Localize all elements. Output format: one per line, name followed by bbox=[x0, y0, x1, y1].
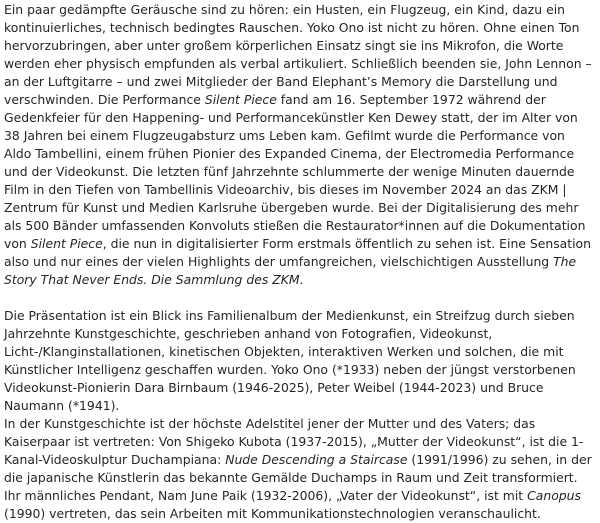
work-title: Silent Piece bbox=[30, 236, 103, 251]
text-run: . bbox=[299, 272, 304, 287]
exhibition-title: The Story That Never Ends. Die Sammlung des ZKM bbox=[4, 254, 577, 287]
article-body bbox=[4, 1, 596, 523]
paragraph-intro bbox=[4, 1, 596, 289]
text-run: In der Kunstgeschichte ist der höchste Adelstitel jener der Mutter und des Vaters; das Kaiserpaar ist vertreten: Von Shigeko Kubota (1937-2015), „Mutter der Videokunst“, ist die 1-Kanal-Videoskulptur Duchampiana: bbox=[4, 416, 584, 467]
work-title: Nude Descending a Staircase bbox=[225, 452, 408, 467]
work-title: Silent Piece bbox=[204, 92, 277, 107]
paragraph-presentation bbox=[4, 307, 596, 415]
paragraph-parents bbox=[4, 415, 596, 523]
paragraph-spacer bbox=[4, 289, 596, 307]
work-title: Canopus bbox=[527, 488, 581, 503]
text-run: (1991/1996) zu sehen, in der die japanische Künstlerin das bekannte Gemälde Duchamps in Raum und Zeit transformiert. Ihr männliches Pendant, Nam June Paik (1932-2006), „Vater der Videokunst“, ist mit bbox=[4, 452, 592, 503]
text-run: , die nun in digitalisierter Form erstmals öffentlich zu sehen ist. Eine Sensation also und nur eines der vielen Highlights der umfangreichen, vielschichtigen Ausstellung bbox=[4, 236, 591, 269]
text-run: fand am 16. September 1972 während der Gedenkfeier für den Happening- und Performancekünstler Ken Dewey statt, der im Alter von 38 Jahren bei einem Flugzeugabsturz ums Leben kam. Gefilmt wurde die Performance von Aldo Tambellini, einem frühen Pionier des Expanded Cinema, der Electromedia Performance und der Videokunst. Die letzten fünf Jahrzehnte schlummerte der wenige Minuten dauernde Film in den Tiefen von Tambellinis Videoarchiv, bis dieses im November 2024 an das ZKM | Zentrum für Kunst und Medien Karlsruhe übergeben wurde. Bei der Digitalisierung des mehr als 500 Bänder umfassenden Konvoluts stießen die Restaurator*innen auf die Dokumentation von bbox=[4, 92, 586, 251]
text-run: Ein paar gedämpfte Geräusche sind zu hören: ein Husten, ein Flugzeug, ein Kind, dazu ein kontinuierliches, technisch bedingtes Rauschen. Yoko Ono ist nicht zu hören. Ohne einen Ton hervorzubringen, aber unter großem körperlichen Einsatz singt sie ins Mikrofon, die Worte werden eher physisch empfunden als verbal artikuliert. Schließlich beenden sie, John Lennon – an der Luftgitarre – und zwei Mitglieder der Band Elephant’s Memory die Darstellung und verschwinden. Die Performance bbox=[4, 2, 592, 107]
text-run: (1990) vertreten, das sein Arbeiten mit Kommunikationstechnologien veranschaulicht. bbox=[4, 506, 541, 521]
text-run: Die Präsentation ist ein Blick ins Familienalbum der Medienkunst, ein Streifzug durch sieben Jahrzehnte Kunstgeschichte, geschrieben anhand von Fotografien, Videokunst, Licht-/Klanginstallationen, kinetischen Objekten, interaktiven Werken und solchen, die mit Künstlicher Intelligenz geschaffen wurden. Yoko Ono (*1933) neben der jüngst verstorbenen Videokunst-Pionierin Dara Birnbaum (1946-2025), Peter Weibel (1944-2023) und Bruce Naumann (*1941). bbox=[4, 308, 576, 413]
